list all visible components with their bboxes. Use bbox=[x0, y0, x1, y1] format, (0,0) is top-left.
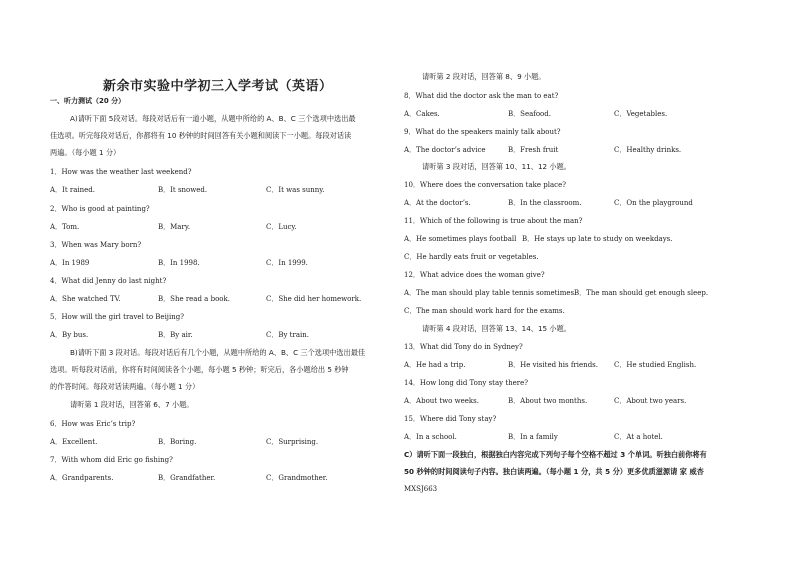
question-2-option-b[interactable]: B．Mary. bbox=[158, 223, 191, 231]
question-4-option-a[interactable]: A．She watched TV. bbox=[50, 295, 121, 303]
question-6-stem: 6．How was Eric’s trip? bbox=[50, 420, 136, 428]
question-13-option-b[interactable]: B．He visited his friends. bbox=[508, 361, 598, 369]
part-a-instruction-line-1: A)请听下面 5段对话。每段对话后有一道小题，从题中所给的 A、B、C 三个选项中选出最 bbox=[70, 114, 356, 123]
part-c-instruction-line-1: C）请听下面一段独白，根据独白内容完成下列句子每个空格不超过 3 个单词。听独白前你将有 bbox=[404, 450, 707, 459]
question-15-option-b[interactable]: B．In a family bbox=[508, 433, 558, 441]
question-4-option-b[interactable]: B．She read a book. bbox=[158, 295, 230, 303]
question-15-option-a[interactable]: A．In a school. bbox=[404, 433, 457, 441]
question-6-option-b[interactable]: B．Boring. bbox=[158, 438, 197, 446]
question-14-option-c[interactable]: C．About two years. bbox=[614, 397, 687, 405]
question-13-option-a[interactable]: A．He had a trip. bbox=[404, 361, 466, 369]
question-9-option-a[interactable]: A．The doctor’s advice bbox=[404, 146, 486, 154]
exam-title: 新余市实验中学初三入学考试（英语） bbox=[103, 79, 333, 94]
question-6-option-a[interactable]: A．Excellent. bbox=[50, 438, 98, 446]
question-4-stem: 4．What did Jenny do last night? bbox=[50, 277, 167, 285]
question-15-option-c[interactable]: C．At a hotel. bbox=[614, 433, 663, 441]
question-9-option-c[interactable]: C．Healthy drinks. bbox=[614, 146, 682, 154]
question-11-option-a[interactable]: A．He sometimes plays football bbox=[404, 235, 517, 243]
question-14-option-b[interactable]: B．About two months. bbox=[508, 397, 588, 405]
question-7-option-a[interactable]: A．Grandparents. bbox=[50, 474, 114, 482]
question-3-option-b[interactable]: B．In 1998. bbox=[158, 259, 200, 267]
question-5-option-a[interactable]: A．By bus. bbox=[50, 331, 89, 339]
question-4-option-c[interactable]: C．She did her homework. bbox=[266, 295, 362, 303]
question-14-option-a[interactable]: A．About two weeks. bbox=[404, 397, 479, 405]
part-b-instruction-line-3: 的作答时间。每段对话读两遍。（每小题 1 分） bbox=[50, 382, 200, 391]
dialogue-3-instruction: 请听第 3 段对话，回答第 10、11、12 小题。 bbox=[422, 162, 571, 171]
question-1-option-c[interactable]: C．It was sunny. bbox=[266, 186, 325, 194]
question-7-option-b[interactable]: B．Grandfather. bbox=[158, 474, 216, 482]
dialogue-2-instruction: 请听第 2 段对话，回答第 8、9 小题。 bbox=[422, 72, 546, 81]
part-a-instruction-line-2: 佳选项。听完每段对话后，你都将有 10 秒钟的时间回答有关小题和阅读下一小题。每段对话读 bbox=[50, 131, 352, 140]
question-5-stem: 5．How will the girl travel to Beijing? bbox=[50, 313, 184, 321]
question-7-option-c[interactable]: C．Grandmother. bbox=[266, 474, 328, 482]
question-9-option-b[interactable]: B．Fresh fruit bbox=[508, 146, 559, 154]
question-5-option-c[interactable]: C．By train. bbox=[266, 331, 309, 339]
question-3-option-c[interactable]: C．In 1999. bbox=[266, 259, 308, 267]
question-14-stem: 14．How long did Tony stay there? bbox=[404, 379, 529, 387]
dialogue-1-instruction: 请听第 1 段对话，回答第 6、7 小题。 bbox=[70, 400, 194, 409]
question-7-stem: 7．With whom did Eric go fishing? bbox=[50, 456, 173, 464]
part-b-instruction-line-2: 选项。听每段对话前，你将有时间阅读各个小题，每小题 5 秒钟；听完后，各小题给出 5 秒钟 bbox=[50, 365, 349, 374]
question-1-option-a[interactable]: A．It rained. bbox=[50, 186, 95, 194]
question-5-option-b[interactable]: B．By air. bbox=[158, 331, 193, 339]
question-1-stem: 1．How was the weather last weekend? bbox=[50, 168, 192, 176]
question-12-option-a[interactable]: A．The man should play table tennis sometimes. bbox=[404, 289, 577, 297]
question-8-option-b[interactable]: B．Seafood. bbox=[508, 110, 551, 118]
question-11-stem: 11．Which of the following is true about the man? bbox=[404, 217, 583, 225]
dialogue-4-instruction: 请听第 4 段对话，回答第 13、14、15 小题。 bbox=[422, 324, 571, 333]
question-10-option-b[interactable]: B．In the classroom. bbox=[508, 199, 582, 207]
part-a-instruction-line-3: 两遍。（每小题 1 分） bbox=[50, 148, 121, 157]
question-3-option-a[interactable]: A．In 1989 bbox=[50, 259, 90, 267]
question-10-option-c[interactable]: C．On the playground bbox=[614, 199, 693, 207]
question-1-option-b[interactable]: B．It snowed. bbox=[158, 186, 208, 194]
question-12-option-c[interactable]: C．The man should work hard for the exams. bbox=[404, 307, 565, 315]
question-3-stem: 3．When was Mary born? bbox=[50, 241, 142, 249]
question-8-option-c[interactable]: C．Vegetables. bbox=[614, 110, 668, 118]
question-11-option-b[interactable]: B．He stays up late to study on weekdays. bbox=[522, 235, 673, 243]
question-10-option-a[interactable]: A．At the doctor’s. bbox=[404, 199, 471, 207]
question-10-stem: 10．Where does the conversation take place? bbox=[404, 181, 566, 189]
part-b-instruction-line-1: B)请听下面 3 段对话。每段对话后有几个小题，从题中所给的 A、B、C 三个选项中选出最佳 bbox=[70, 348, 366, 357]
question-2-option-c[interactable]: C．Lucy. bbox=[266, 223, 297, 231]
question-2-option-a[interactable]: A．Tom. bbox=[50, 223, 80, 231]
question-13-stem: 13．What did Tony do in Sydney? bbox=[404, 343, 523, 351]
part-c-code: MXSJ663 bbox=[404, 485, 438, 493]
question-2-stem: 2．Who is good at painting? bbox=[50, 205, 150, 213]
question-8-stem: 8．What did the doctor ask the man to eat? bbox=[404, 92, 559, 100]
question-8-option-a[interactable]: A．Cakes. bbox=[404, 110, 440, 118]
question-12-stem: 12．What advice does the woman give? bbox=[404, 271, 545, 279]
part-c-instruction-line-2: 50 秒钟的时间阅读句子内容。独白读两遍。（每小题 1 分，共 5 分）更多优质滋源请 家 威杏 bbox=[404, 467, 704, 476]
question-9-stem: 9．What do the speakers mainly talk about? bbox=[404, 128, 561, 136]
section-heading-listening: 一、听力测试（20 分） bbox=[50, 97, 126, 105]
question-11-option-c[interactable]: C．He hardly eats fruit or vegetables. bbox=[404, 253, 539, 261]
question-15-stem: 15．Where did Tony stay? bbox=[404, 415, 497, 423]
question-12-option-b[interactable]: B．The man should get enough sleep. bbox=[574, 289, 709, 297]
question-13-option-c[interactable]: C．He studied English. bbox=[614, 361, 697, 369]
question-6-option-c[interactable]: C．Surprising. bbox=[266, 438, 319, 446]
